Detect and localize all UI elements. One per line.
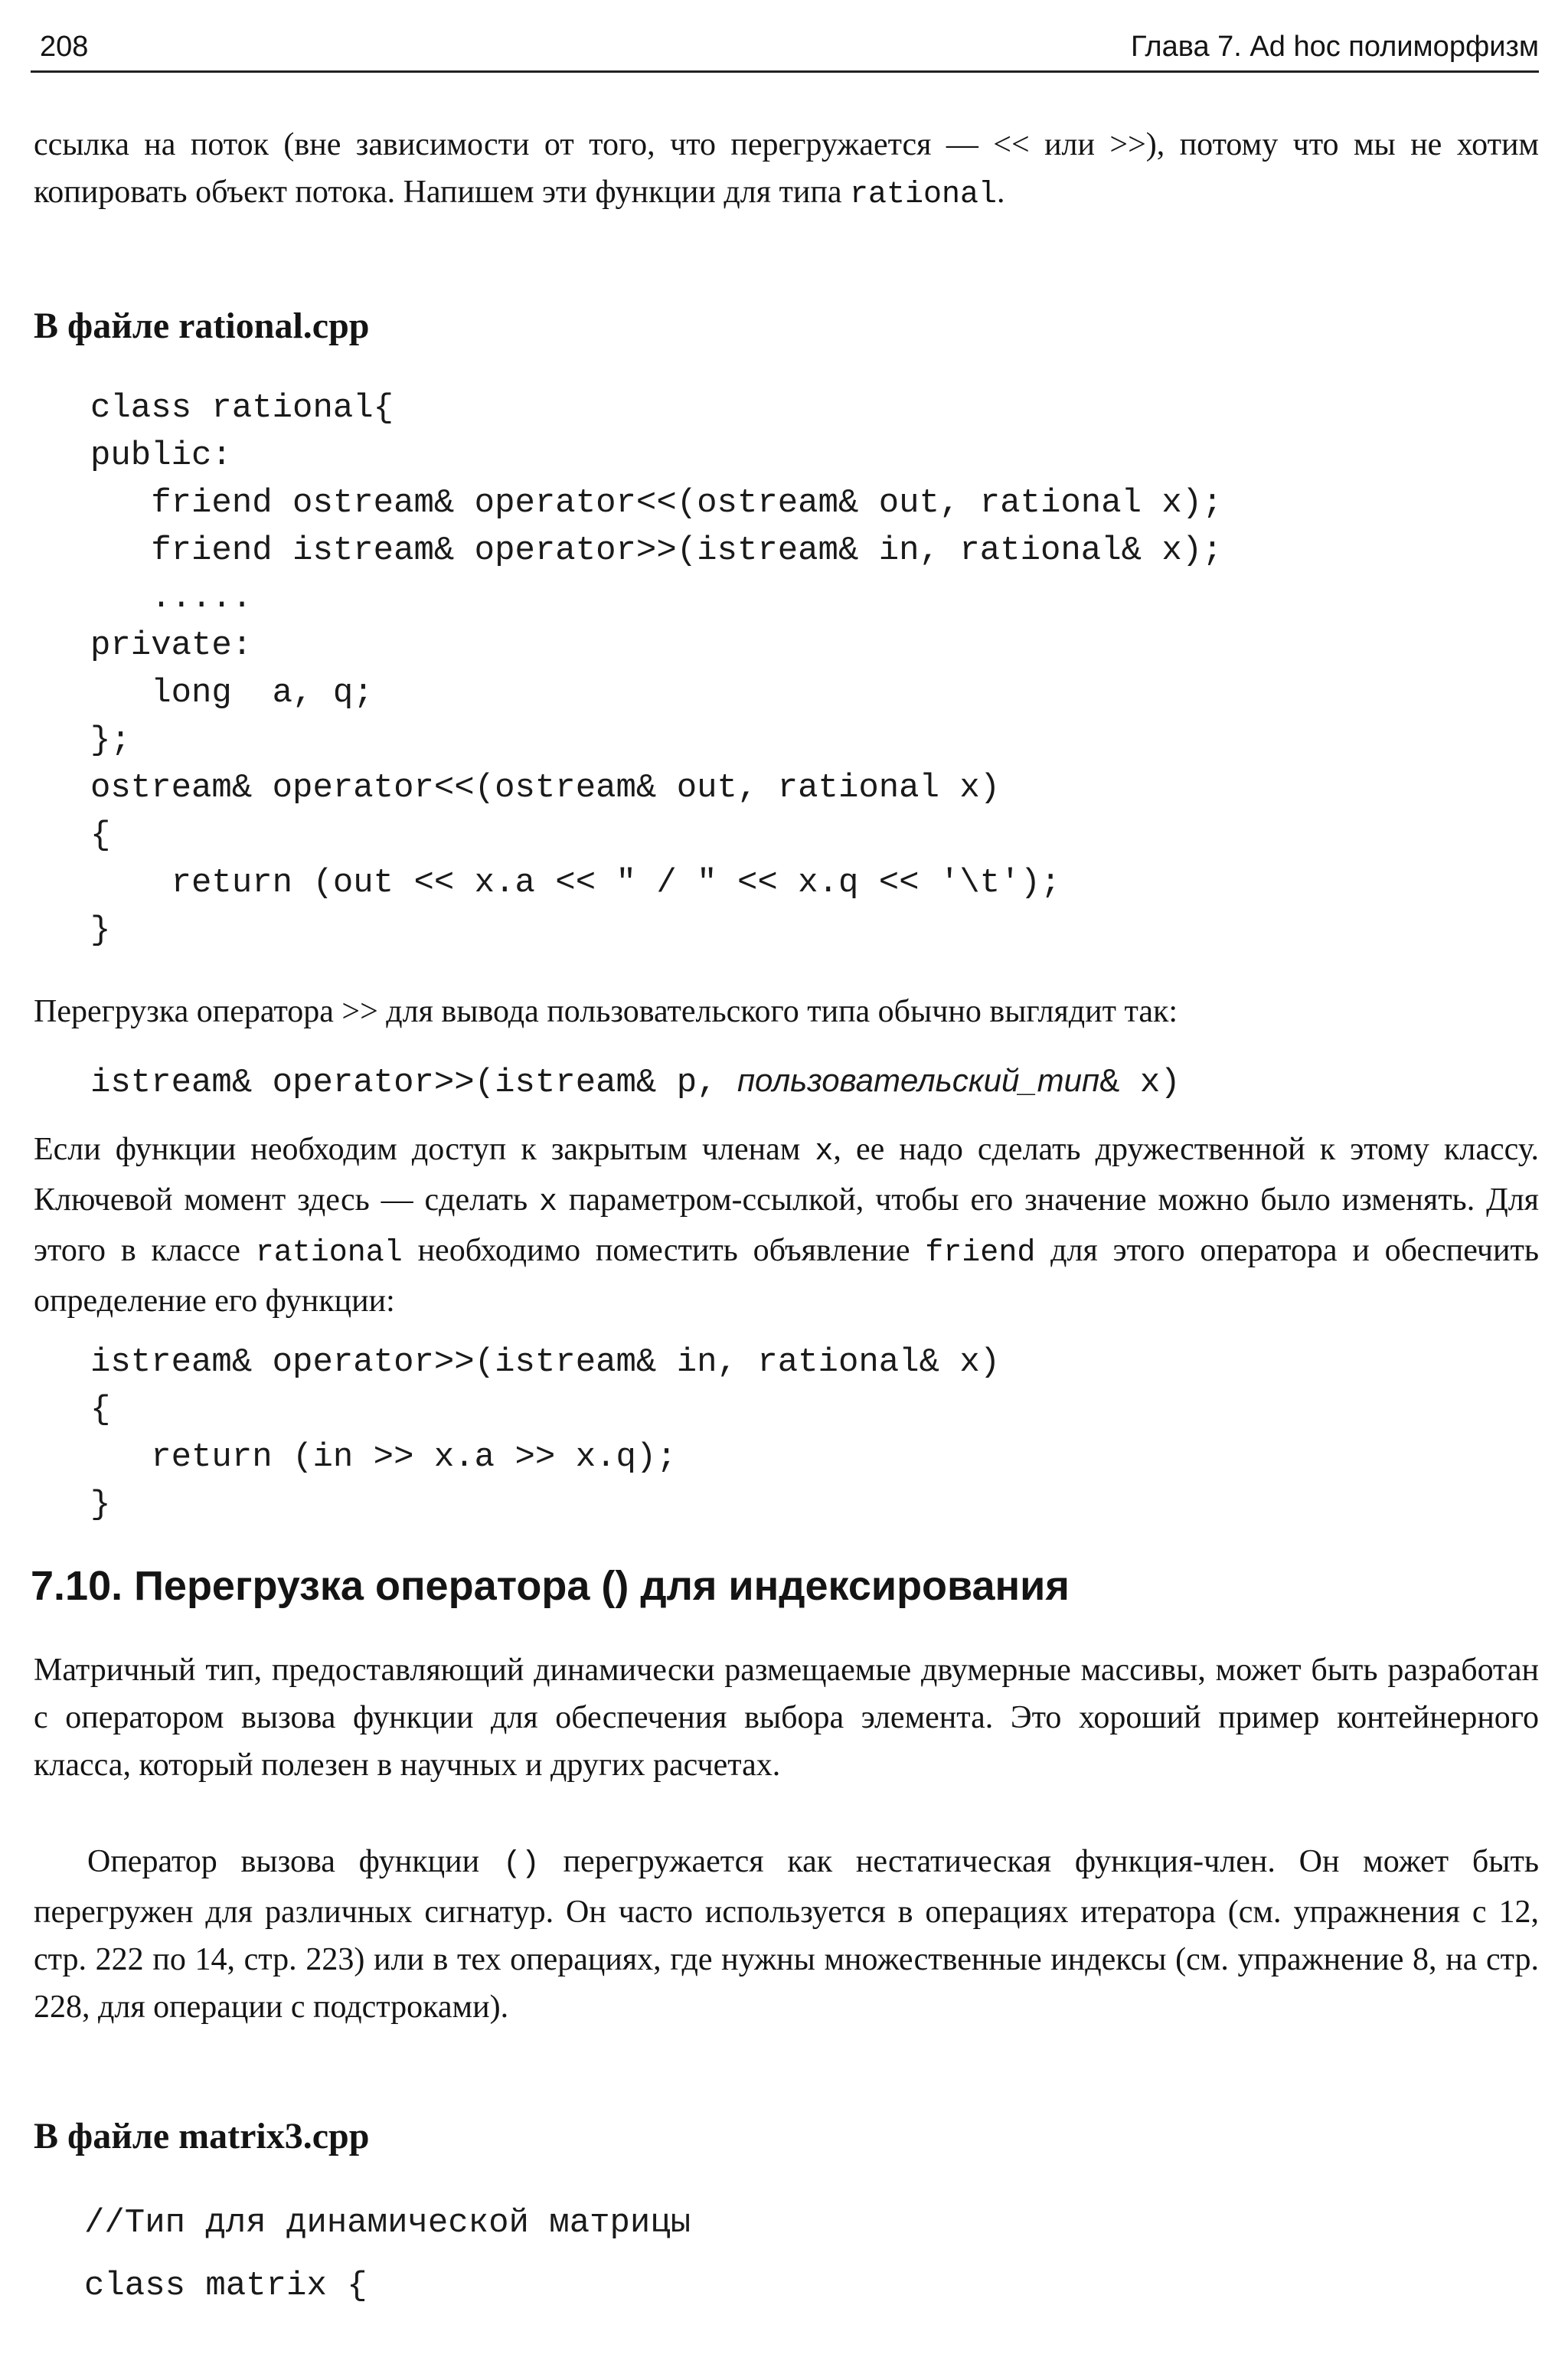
code-line: istream& operator>>(istream& in, rational& x) — [90, 1343, 1001, 1381]
page-header — [31, 31, 1539, 70]
text: параметром-ссылкой, чтобы его значение можно было изменять. Для этого в классе — [34, 1182, 1539, 1268]
section-heading: 7.10. Перегрузка оператора () для индексирования — [31, 1563, 1070, 1609]
intro-paragraph — [34, 121, 1539, 219]
running-title: Глава 7. Ad hoc полиморфизм — [1130, 31, 1539, 63]
code-line: { — [90, 816, 111, 855]
code-line: return (out << x.a << " / " << x.q << '\t'); — [90, 864, 1061, 902]
text: Если функции необходим доступ к закрытым членам — [34, 1132, 815, 1167]
code-line: class rational{ — [90, 389, 394, 427]
inline-code: x — [539, 1185, 558, 1220]
code-line: friend ostream& operator<<(ostream& out, rational x); — [90, 484, 1223, 522]
page-number: 208 — [40, 31, 89, 63]
text: Оператор вызова функции — [87, 1844, 503, 1879]
call-operator-paragraph — [34, 1838, 1539, 2031]
code-block-rational — [90, 384, 1223, 954]
inline-code: x — [815, 1135, 834, 1169]
code-line: //Тип для динамической матрицы — [84, 2204, 691, 2242]
inline-code: rational — [255, 1236, 403, 1270]
intro-text-end: . — [997, 175, 1005, 210]
text: перегружается как нестатическая функция-член. Он может быть перегружен для различных сигнатур. Он часто используется в операциях итератора (см. упражнения с 12, стр. 222 по 14, стр. 223) или в тех операциях, где нужны множественные индексы (см. упражнение 8, на стр. 228, для операции с подстроками). — [34, 1844, 1539, 2025]
code-line: public: — [90, 437, 232, 475]
code-line: private: — [90, 626, 253, 665]
code-line: ..... — [90, 579, 253, 617]
code-line: }; — [90, 721, 131, 760]
code-line: long a, q; — [90, 674, 374, 712]
code-line: ostream& operator<<(ostream& out, rational x) — [90, 769, 1001, 807]
signature-prefix: istream& operator>>(istream& p, — [90, 1064, 737, 1102]
code-line: } — [90, 911, 111, 950]
text: для этого оператора и обеспечить определение его функции: — [34, 1233, 1539, 1319]
intro-text: ссылка на поток (вне зависимости от того, что перегружается — << или >>), потому что мы не хотим копировать объект потока. Напишем эти функции для типа — [34, 127, 1539, 210]
code-line: friend istream& operator>>(istream& in, rational& x); — [90, 531, 1223, 570]
file-heading-rational: В файле rational.cpp — [34, 306, 370, 346]
code-block-istream — [90, 1339, 1000, 1529]
code-line: { — [90, 1391, 111, 1429]
code-block-matrix — [84, 2192, 691, 2317]
code-line: return (in >> x.a >> x.q); — [90, 1438, 677, 1476]
intro-code-word: rational — [849, 178, 997, 212]
code-line: class matrix { — [84, 2267, 368, 2305]
inline-code: friend — [925, 1236, 1036, 1270]
signature-suffix: & x) — [1099, 1064, 1181, 1102]
inline-code: () — [502, 1847, 540, 1882]
code-line: } — [90, 1486, 111, 1524]
file-heading-matrix: В файле matrix3.cpp — [34, 2116, 370, 2156]
signature-line — [90, 1057, 1181, 1107]
matrix-paragraph: Матричный тип, предоставляющий динамически размещаемые двумерные массивы, может быть разработан с оператором вызова функции для обеспечения выбора элемента. Это хороший пример контейнерного класса, который полезен в научных и других расчетах. — [34, 1653, 1539, 1783]
text: , ее надо сделать дружественной к этому классу. Ключевой момент здесь — сделать — [34, 1132, 1539, 1218]
signature-italic: пользовательский_тип — [737, 1062, 1100, 1098]
friend-paragraph — [34, 1126, 1539, 1325]
text: необходимо поместить объявление — [402, 1233, 926, 1268]
header-rule — [31, 70, 1539, 73]
overload-paragraph: Перегрузка оператора >> для вывода пользовательского типа обычно выглядит так: — [34, 994, 1178, 1029]
